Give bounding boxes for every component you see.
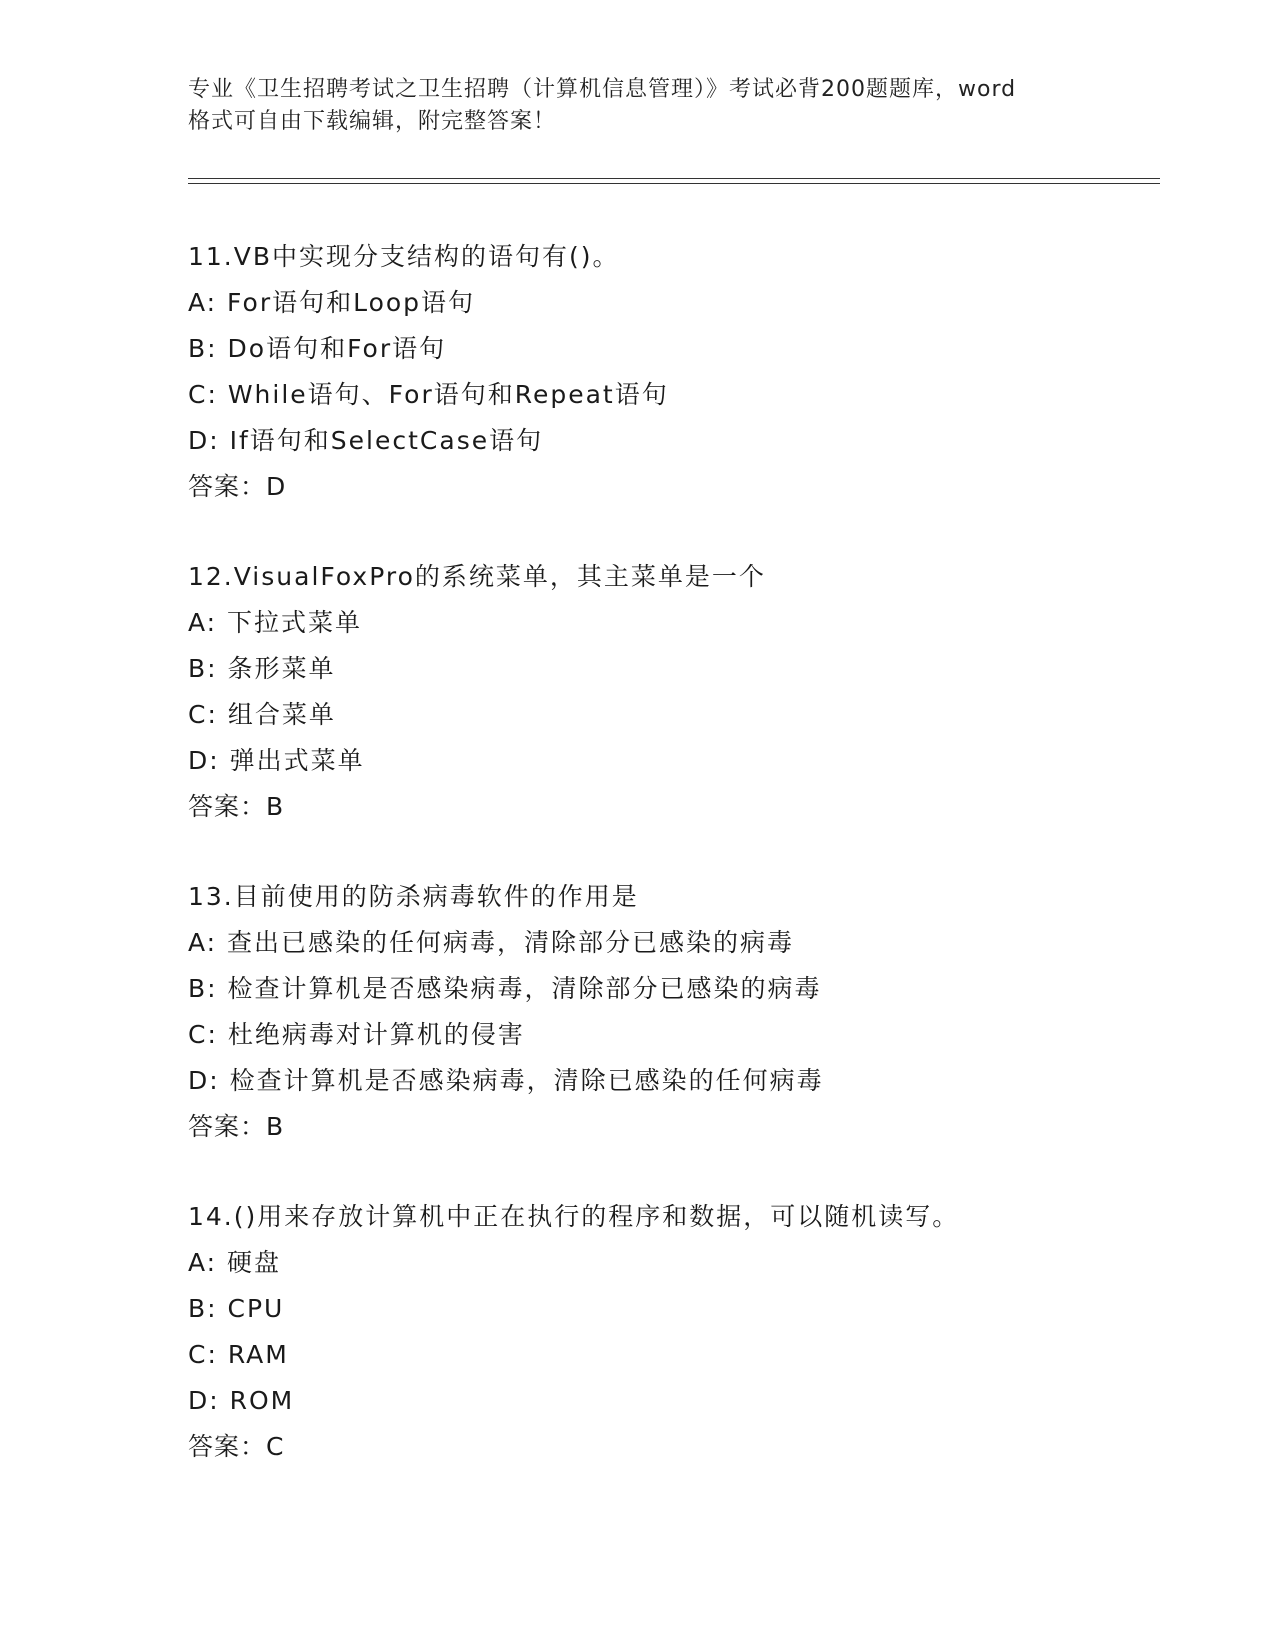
option-c: C: 杜绝病毒对计算机的侵害 [188, 1020, 525, 1049]
option-d: D: If语句和SelectCase语句 [188, 426, 544, 455]
option-b: B: CPU [188, 1294, 285, 1323]
option-c: C: RAM [188, 1340, 289, 1369]
option-a: A: 查出已感染的任何病毒，清除部分已感染的病毒 [188, 928, 795, 957]
question-12 [188, 554, 1168, 830]
option-a: A: For语句和Loop语句 [188, 288, 476, 317]
option-d: D: 检查计算机是否感染病毒，清除已感染的任何病毒 [188, 1066, 824, 1095]
document-header [188, 74, 1108, 138]
option-b: B: 检查计算机是否感染病毒，清除部分已感染的病毒 [188, 974, 822, 1003]
question-11 [188, 234, 1168, 510]
question-stem: 11.VB中实现分支结构的语句有()。 [188, 242, 620, 271]
answer: 答案：B [188, 1112, 285, 1141]
question-stem: 12.VisualFoxPro的系统菜单，其主菜单是一个 [188, 562, 766, 591]
question-stem: 13.目前使用的防杀病毒软件的作用是 [188, 882, 639, 911]
question-13 [188, 874, 1168, 1150]
header-divider-top [188, 178, 1160, 179]
header-line-1: 专业《卫生招聘考试之卫生招聘（计算机信息管理）》考试必背200题题库，word [188, 77, 1017, 102]
option-a: A: 下拉式菜单 [188, 608, 363, 637]
option-b: B: 条形菜单 [188, 654, 336, 683]
option-d: D: ROM [188, 1386, 295, 1415]
answer: 答案：D [188, 472, 287, 501]
option-b: B: Do语句和For语句 [188, 334, 447, 363]
option-d: D: 弹出式菜单 [188, 746, 365, 775]
option-c: C: 组合菜单 [188, 700, 336, 729]
answer: 答案：B [188, 792, 285, 821]
question-14 [188, 1194, 1168, 1470]
option-a: A: 硬盘 [188, 1248, 282, 1277]
option-c: C: While语句、For语句和Repeat语句 [188, 380, 669, 409]
header-divider-bottom [188, 183, 1160, 184]
answer: 答案：C [188, 1432, 285, 1461]
question-stem: 14.()用来存放计算机中正在执行的程序和数据，可以随机读写。 [188, 1202, 960, 1231]
header-line-2: 格式可自由下载编辑，附完整答案！ [188, 109, 557, 134]
